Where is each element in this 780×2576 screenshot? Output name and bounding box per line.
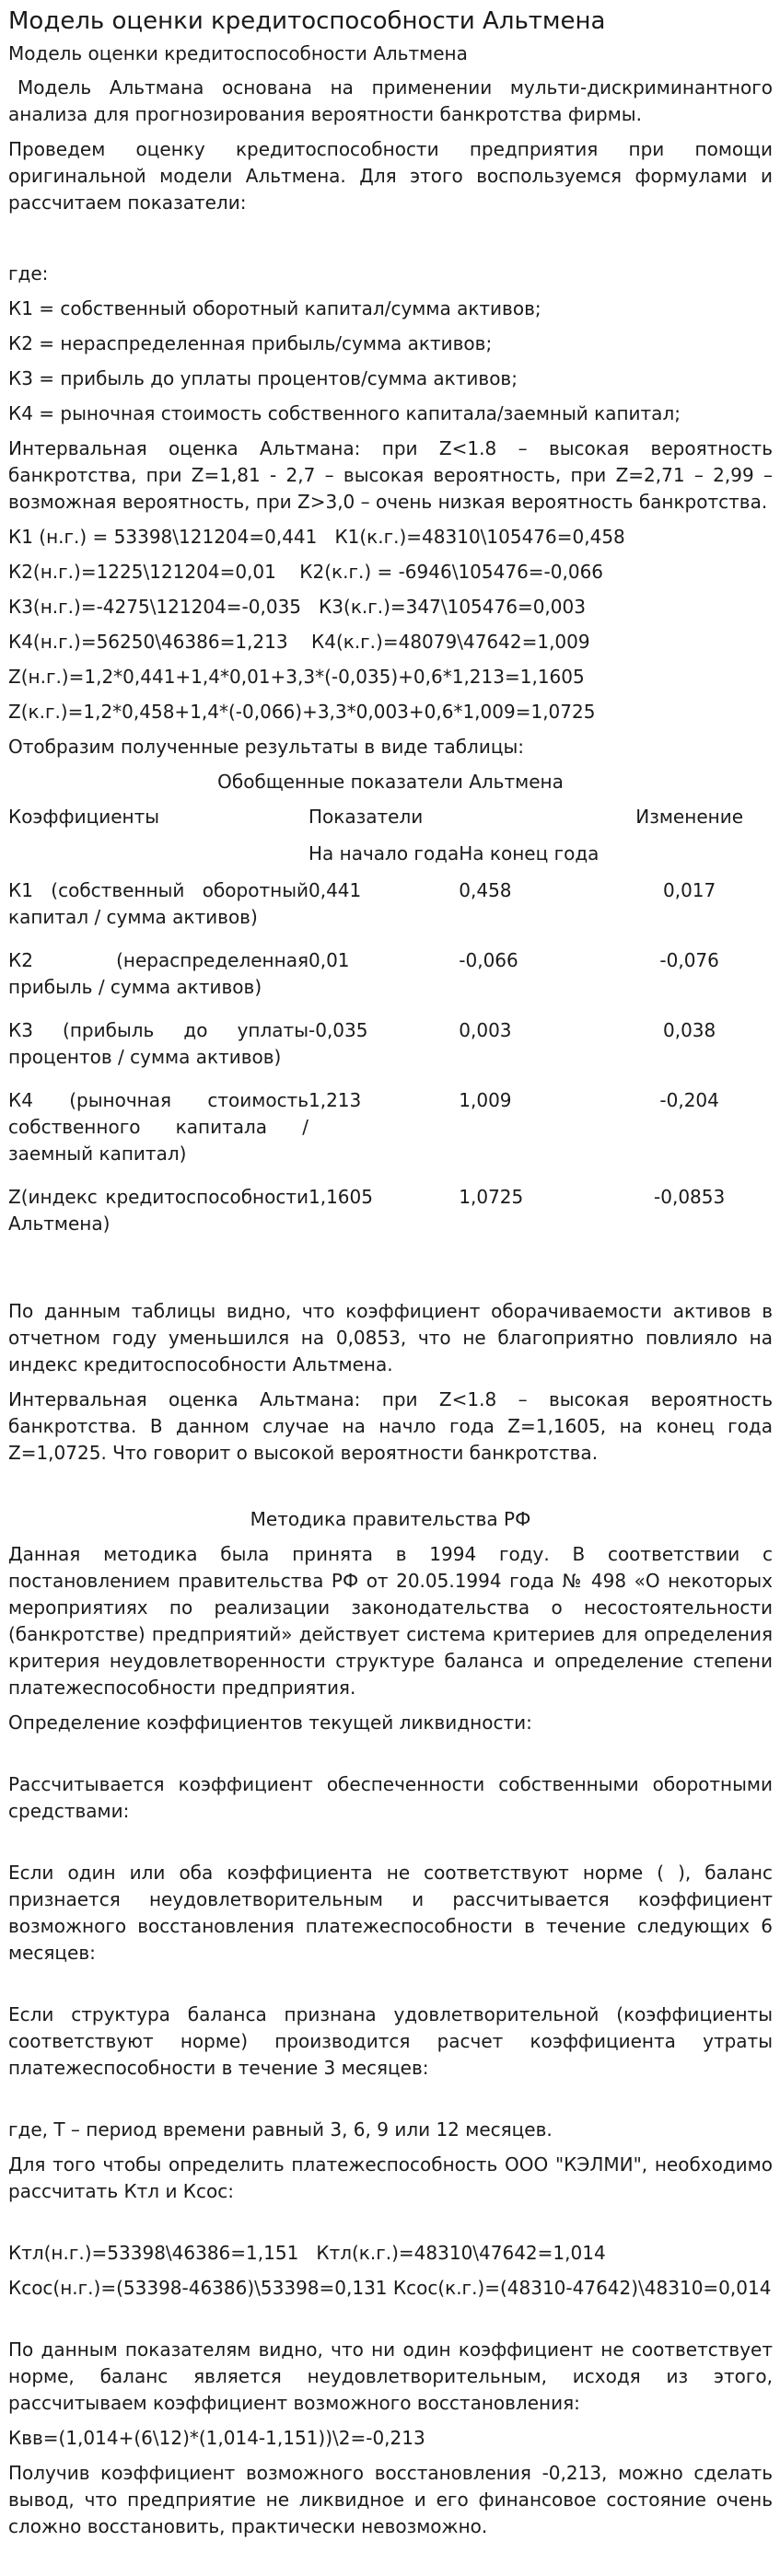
calc-ktl: Ктл(н.г.)=53398\46386=1,151 Ктл(к.г.)=48310\47642=1,014 <box>8 2242 606 2264</box>
formula-placeholder <box>8 1975 773 2002</box>
table-cell: К2 (нераспределенная прибыль / сумма активов) <box>8 949 309 998</box>
section-paragraph: Данная методика была принята в 1994 году. В соответствии с постановлением правительства РФ от 20.05.1994 года № 498 «О некоторых мероприятиях по реализации законодательства о несостоятельности (банкротстве) предприятий» действует система критериев для определения критерия неудовлетворенности структуре баланса и определение степени платежеспособности предприятия. <box>8 1543 773 1699</box>
table-cell: -0,0853 <box>654 1186 726 1208</box>
table-cell: 1,213 <box>309 1089 362 1111</box>
table-cell: 1,009 <box>459 1089 512 1111</box>
definition-k3: К3 = прибыль до уплаты процентов/сумма активов; <box>8 367 518 389</box>
table-cell: -0,204 <box>659 1089 719 1111</box>
subtitle: Модель оценки кредитоспособности Альтмена <box>8 42 468 64</box>
table-cell: 1,0725 <box>459 1186 524 1208</box>
section-paragraph: По данным показателям видно, что ни один коэффициент не соответствует норме, баланс является неудовлетворительным, исходя из этого, рассчитываем коэффициент возможного восстановления: <box>8 2338 773 2414</box>
table-cell: 0,017 <box>663 879 716 901</box>
table-intro: Отобразим полученные результаты в виде таблицы: <box>8 736 524 758</box>
conclusion-paragraph-2: Интервальная оценка Альтмана: при Z<1.8 – высокая вероятность банкротства. В данном случае на начло года Z=1,1605, на конец года Z=1,0725. Что говорит о высокой вероятности банкротства. <box>8 1388 773 1464</box>
table-cell: -0,035 <box>309 1019 368 1041</box>
section-paragraph: Получив коэффициент возможного восстановления -0,213, можно сделать вывод, что предприятие не ликвидное и его финансовое состояние очень сложно восстановить, практически невозможно. <box>8 2462 773 2537</box>
altman-table <box>8 804 773 1254</box>
section-paragraph: Рассчитывается коэффициент обеспеченности собственными оборотными средствами: <box>8 1773 773 1822</box>
section-paragraph: где, Т – период времени равный 3, 6, 9 или 12 месяцев. <box>8 2118 553 2141</box>
table-cell: 0,003 <box>459 1019 512 1041</box>
table-cell: 0,01 <box>309 949 350 971</box>
header-cell: Коэффициенты <box>8 806 160 828</box>
table-row <box>8 947 773 1017</box>
formula-placeholder <box>8 1745 773 1771</box>
formula-placeholder <box>8 1833 773 1860</box>
section-paragraph: Для того чтобы определить платежеспособность ООО "КЭЛМИ", необходимо рассчитать Ктл и Ксос: <box>8 2153 773 2202</box>
calc-ksos: Ксос(н.г.)=(53398-46386)\53398=0,131 Ксос(к.г.)=(48310-47642)\48310=0,014 <box>8 2277 772 2299</box>
table-cell: К4 (рыночная стоимость собственного капитала / заемный капитал) <box>8 1089 309 1165</box>
table-row <box>8 1017 773 1087</box>
table-cell: К1 (собственный оборотный капитал / сумма активов) <box>8 879 309 928</box>
definition-k4: К4 = рыночная стоимость собственного капитала/заемный капитал; <box>8 402 681 424</box>
section-heading: Методика правительства РФ <box>250 1508 531 1530</box>
calc-z-end: Z(к.г.)=1,2*0,458+1,4*(-0,066)+3,3*0,003+0,6*1,009=1,0725 <box>8 701 596 723</box>
definition-k2: К2 = нераспределенная прибыль/сумма активов; <box>8 332 493 354</box>
calc-k1: К1 (н.г.) = 53398\121204=0,441 К1(к.г.)=48310\105476=0,458 <box>8 526 625 548</box>
table-row <box>8 1184 773 1254</box>
table-cell: -0,066 <box>459 949 518 971</box>
section-paragraph: Если один или оба коэффициента не соответствуют норме ( ), баланс признается неудовлетворительным и рассчитывается коэффициент возможного восстановления платежеспособности в течение следующих 6 месяцев: <box>8 1862 773 1964</box>
section-paragraph: Определение коэффициентов текущей ликвидности: <box>8 1712 532 1734</box>
section-paragraph: Если структура баланса признана удовлетворительной (коэффициенты соответствуют норме) производится расчет коэффициента утраты платежеспособности в течение 3 месяцев: <box>8 2003 773 2079</box>
conclusion-paragraph-1: По данным таблицы видно, что коэффициент оборачиваемости активов в отчетном году уменьшился на 0,0853, что не благоприятно повлияло на индекс кредитоспособности Альтмена. <box>8 1300 773 1375</box>
formula-placeholder <box>8 251 773 261</box>
table-row <box>8 877 773 947</box>
calc-k4: К4(н.г.)=56250\46386=1,213 К4(к.г.)=48079\47642=1,009 <box>8 631 590 653</box>
subheader-cell: На конец года <box>459 842 600 864</box>
calc-z-start: Z(н.г.)=1,2*0,441+1,4*0,01+3,3*(-0,035)+0,6*1,213=1,1605 <box>8 666 585 688</box>
table-caption: Обобщенные показатели Альтмена <box>217 771 564 793</box>
intro-paragraph-2: Проведем оценку кредитоспособности предприятия при помощи оригинальной модели Альтмена. Для этого воспользуемся формулами и рассчитаем показатели: <box>8 138 773 214</box>
where-label: где: <box>8 262 49 284</box>
table-cell: 0,038 <box>663 1019 716 1041</box>
table-cell: 0,458 <box>459 879 512 901</box>
table-cell: -0,076 <box>659 949 719 971</box>
table-cell: 0,441 <box>309 879 362 901</box>
header-cell: Показатели <box>309 806 424 828</box>
formula-placeholder <box>8 225 773 251</box>
interval-estimate: Интервальная оценка Альтмана: при Z<1.8 – высокая вероятность банкротства, при Z=1,81 - 2,7 – высокая вероятность, при Z=2,71 – 2,99 – возможная вероятность, при Z>3,0 – очень низкая вероятность банкротства. <box>8 437 773 513</box>
table-cell: Z(индекс кредитоспособности Альтмена) <box>8 1186 309 1235</box>
subheader-cell: На начало года <box>309 842 460 864</box>
page-title: Модель оценки кредитоспособности Альтмена <box>8 7 606 35</box>
definition-k1: К1 = собственный оборотный капитал/сумма активов; <box>8 297 541 319</box>
table-row <box>8 1087 773 1184</box>
header-cell: Изменение <box>635 806 743 828</box>
table-cell: 1,1605 <box>309 1186 373 1208</box>
intro-paragraph-1: Модель Альтмана основана на применении мульти-дискриминантного анализа для прогнозирования вероятности банкротства фирмы. <box>8 76 773 125</box>
table-header-row <box>8 804 773 841</box>
calc-k3: К3(н.г.)=-4275\121204=-0,035 К3(к.г.)=347\105476=0,003 <box>8 596 586 618</box>
calc-k2: К2(н.г.)=1225\121204=0,01 К2(к.г.) = -6946\105476=-0,066 <box>8 561 604 583</box>
calc-kvv: Квв=(1,014+(6\12)*(1,014-1,151))\2=-0,213 <box>8 2427 425 2449</box>
formula-placeholder <box>8 2090 773 2117</box>
table-subheader-row <box>8 841 773 877</box>
table-cell: К3 (прибыль до уплаты процентов / сумма активов) <box>8 1019 309 1068</box>
